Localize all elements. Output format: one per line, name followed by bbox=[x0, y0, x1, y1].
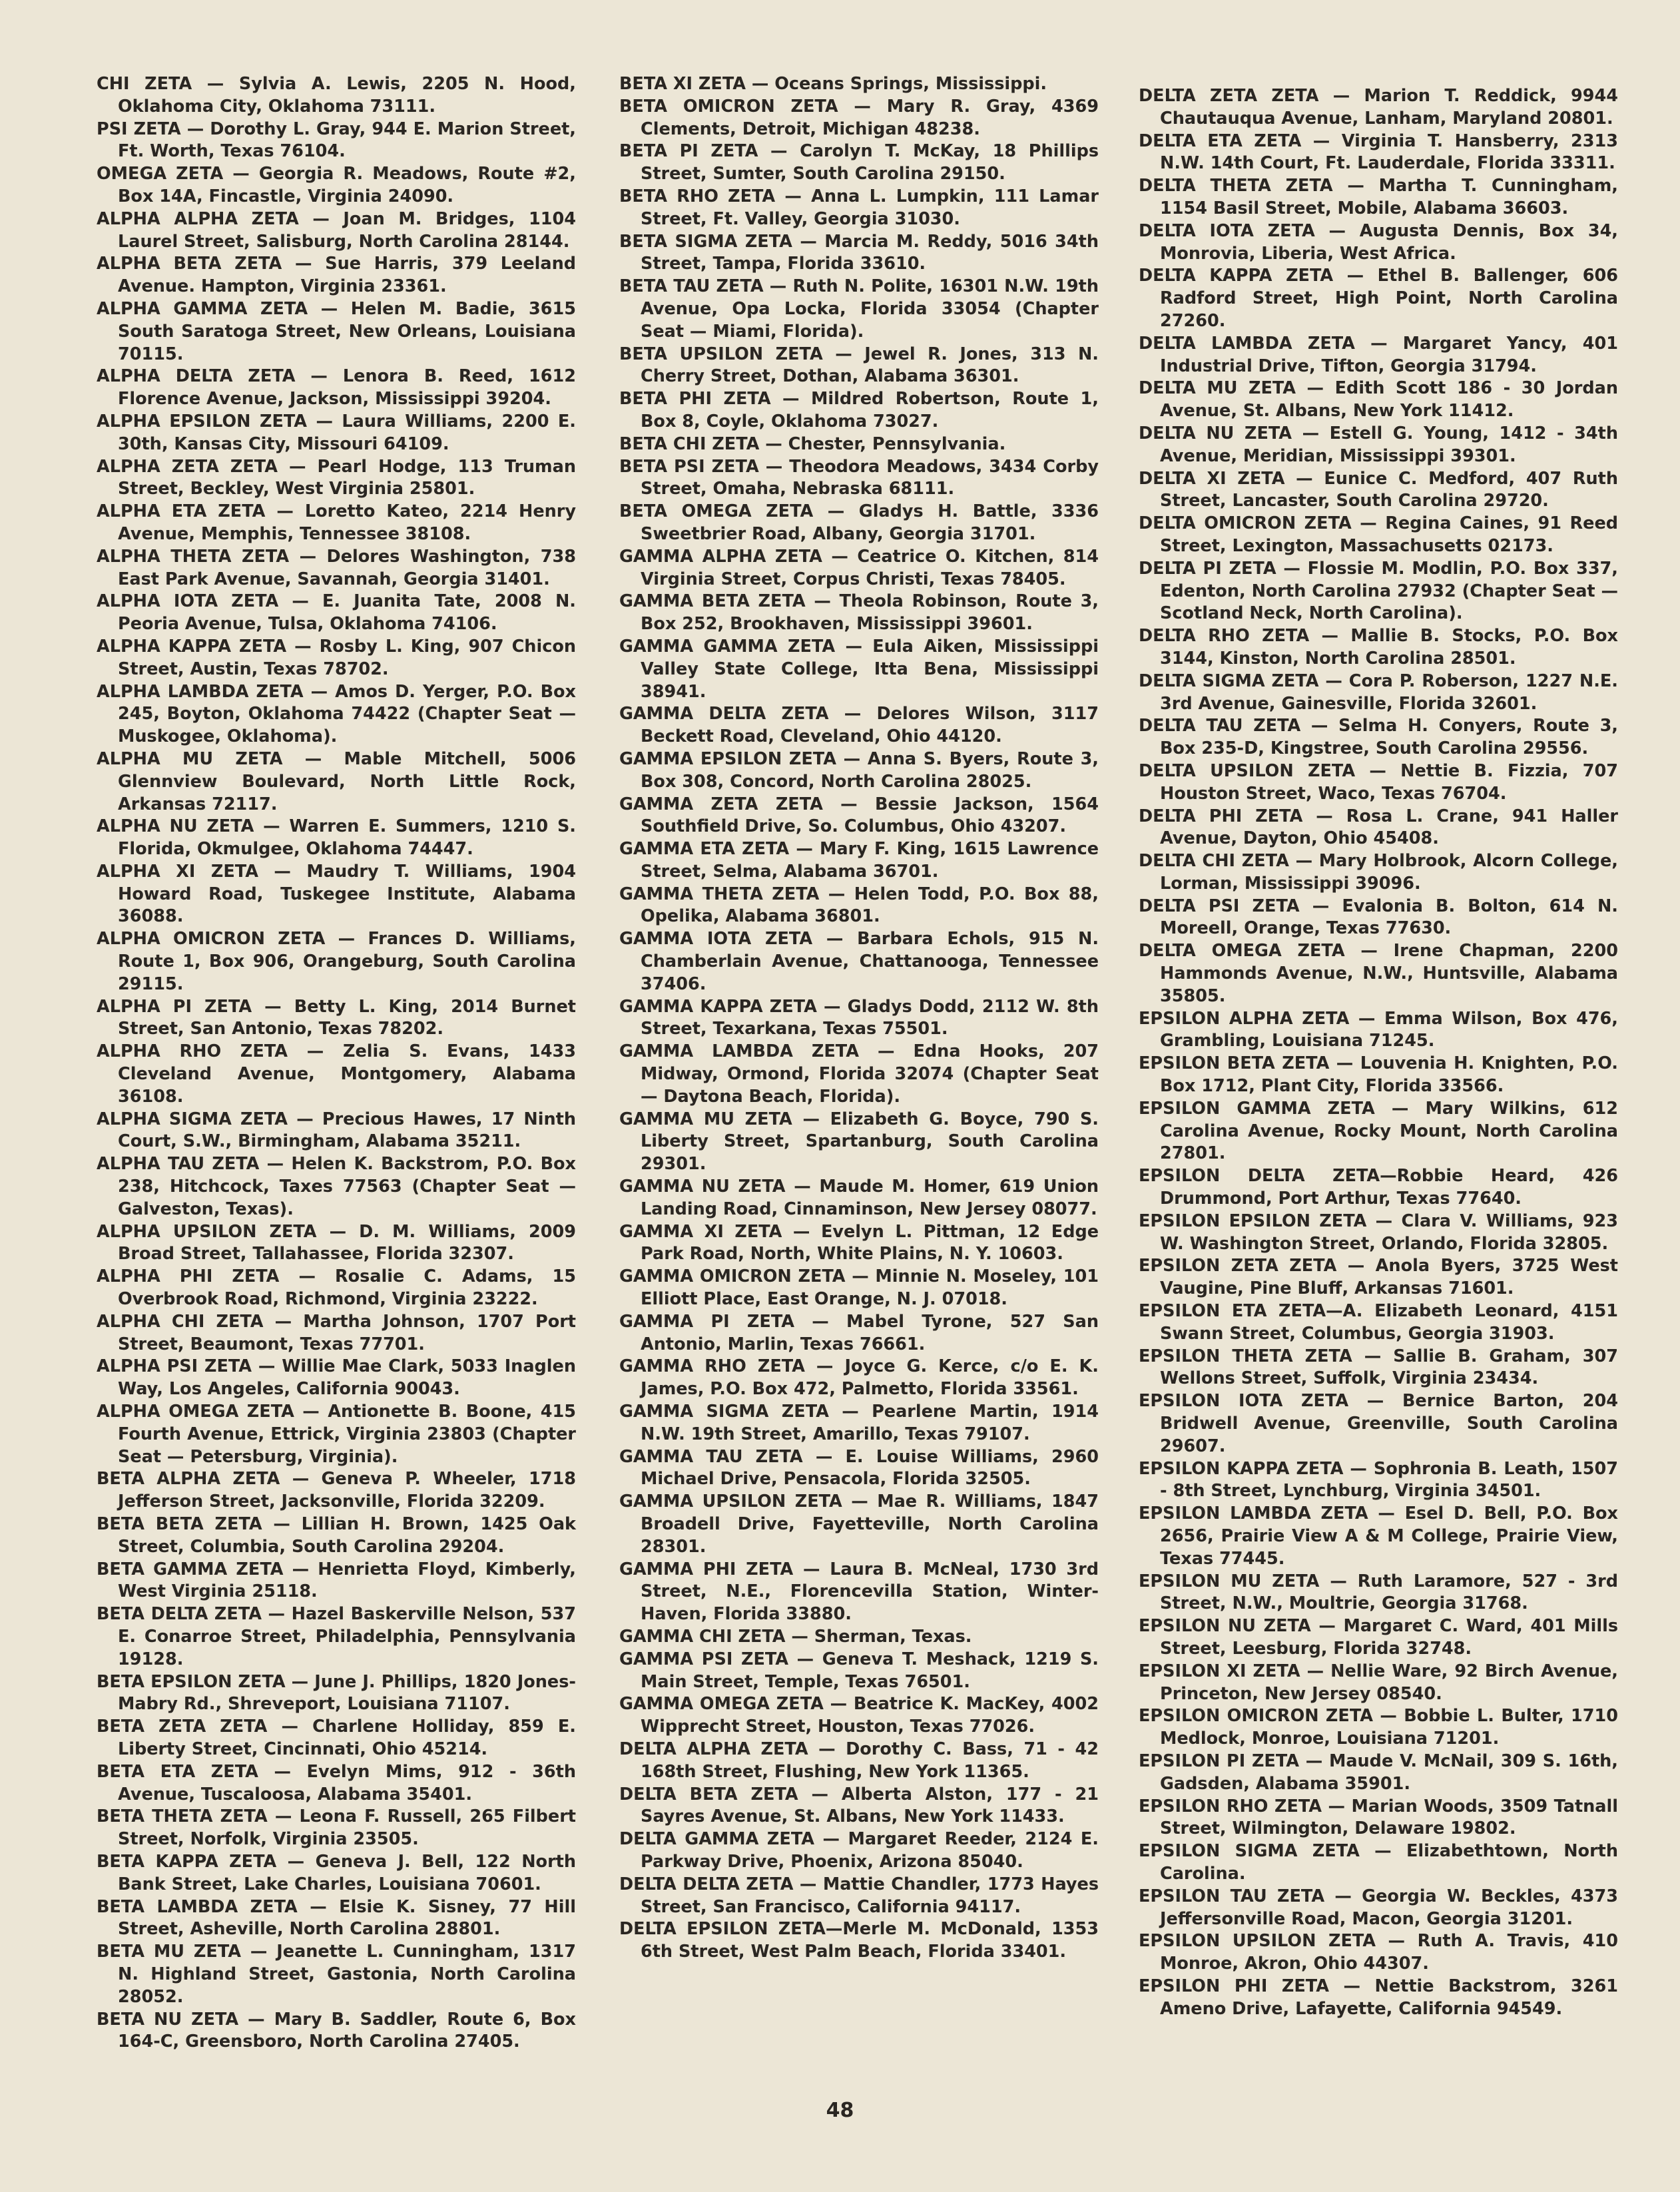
chapter-entry: ALPHA ZETA ZETA — Pearl Hodge, 113 Truman Street, Beckley, West Virginia 25801. bbox=[97, 456, 576, 499]
chapter-entry: BETA ZETA ZETA — Charlene Holliday, 859 E. Liberty Street, Cincinnati, Ohio 45214. bbox=[97, 1717, 576, 1759]
chapter-entry: BETA GAMMA ZETA — Henrietta Floyd, Kimberly, West Virginia 25118. bbox=[97, 1559, 576, 1602]
chapter-entry: DELTA PI ZETA — Flossie M. Modlin, P.O. Box 337, Edenton, North Carolina 27932 (Chapter Seat — Scotland Neck, North Carolina). bbox=[1139, 558, 1618, 624]
chapter-entry: DELTA OMEGA ZETA — Irene Chapman, 2200 Hammonds Avenue, N.W., Huntsville, Alabama 35805. bbox=[1139, 941, 1618, 1006]
chapter-entry: ALPHA ALPHA ZETA — Joan M. Bridges, 1104 Laurel Street, Salisburg, North Carolina 28144. bbox=[97, 208, 576, 252]
chapter-entry: EPSILON ALPHA ZETA — Emma Wilson, Box 476, Grambling, Louisiana 71245. bbox=[1139, 1008, 1618, 1051]
chapter-entry: DELTA THETA ZETA — Martha T. Cunningham, 1154 Basil Street, Mobile, Alabama 36603. bbox=[1139, 176, 1618, 218]
chapter-entry: ALPHA DELTA ZETA — Lenora B. Reed, 1612 Florence Avenue, Jackson, Mississippi 39204. bbox=[97, 366, 576, 410]
chapter-entry: BETA DELTA ZETA — Hazel Baskerville Nelson, 537 E. Conarroe Street, Philadelphia, Pennsylvania 19128. bbox=[97, 1604, 576, 1669]
chapter-entry: CHI ZETA — Sylvia A. Lewis, 2205 N. Hood, Oklahoma City, Oklahoma 73111. bbox=[97, 74, 576, 117]
chapter-entry: EPSILON ZETA ZETA — Anola Byers, 3725 West Vaugine, Pine Bluff, Arkansas 71601. bbox=[1139, 1256, 1618, 1299]
chapter-entry: PSI ZETA — Dorothy L. Gray, 944 E. Marion Street, Ft. Worth, Texas 76104. bbox=[97, 119, 576, 162]
chapter-entry: BETA TAU ZETA — Ruth N. Polite, 16301 N.W. 19th Avenue, Opa Locka, Florida 33054 (Chapter Seat — Miami, Florida). bbox=[619, 276, 1099, 342]
chapter-entry: BETA CHI ZETA — Chester, Pennsylvania. bbox=[619, 433, 1006, 454]
chapter-entry: GAMMA RHO ZETA — Joyce G. Kerce, c/o E. K. James, P.O. Box 472, Palmetto, Florida 33561. bbox=[619, 1356, 1099, 1400]
chapter-entry: DELTA PSI ZETA — Evalonia B. Bolton, 614 N. Moreell, Orange, Texas 77630. bbox=[1139, 896, 1618, 939]
chapter-entry: GAMMA KAPPA ZETA — Gladys Dodd, 2112 W. 8th Street, Texarkana, Texas 75501. bbox=[619, 996, 1099, 1039]
chapter-entry: GAMMA UPSILON ZETA — Mae R. Williams, 1847 Broadell Drive, Fayetteville, North Carolina 28301. bbox=[619, 1492, 1099, 1557]
chapter-entry: DELTA LAMBDA ZETA — Margaret Yancy, 401 Industrial Drive, Tifton, Georgia 31794. bbox=[1139, 333, 1618, 376]
column-right bbox=[1139, 85, 1618, 2021]
chapter-entry: DELTA XI ZETA — Eunice C. Medford, 407 Ruth Street, Lancaster, South Carolina 29720. bbox=[1139, 468, 1618, 511]
chapter-entry: BETA RHO ZETA — Anna L. Lumpkin, 111 Lamar Street, Ft. Valley, Georgia 31030. bbox=[619, 186, 1099, 229]
chapter-entry: GAMMA ETA ZETA — Mary F. King, 1615 Lawrence Street, Selma, Alabama 36701. bbox=[619, 839, 1099, 882]
chapter-entry: BETA KAPPA ZETA — Geneva J. Bell, 122 North Bank Street, Lake Charles, Louisiana 70601. bbox=[97, 1851, 576, 1894]
chapter-entry: ALPHA GAMMA ZETA — Helen M. Badie, 3615 South Saratoga Street, New Orleans, Louisiana 70115. bbox=[97, 298, 576, 364]
chapter-entry: GAMMA CHI ZETA — Sherman, Texas. bbox=[619, 1626, 972, 1647]
chapter-entry: EPSILON BETA ZETA — Louvenia H. Knighten, P.O. Box 1712, Plant City, Florida 33566. bbox=[1139, 1053, 1618, 1097]
chapter-entry: EPSILON PHI ZETA — Nettie Backstrom, 3261 Ameno Drive, Lafayette, California 94549. bbox=[1139, 1976, 1618, 2019]
column-left bbox=[97, 73, 576, 2054]
chapter-entry: GAMMA MU ZETA — Elizabeth G. Boyce, 790 S. Liberty Street, Spartanburg, South Carolina 29301. bbox=[619, 1109, 1099, 1175]
chapter-entry: ALPHA THETA ZETA — Delores Washington, 738 East Park Avenue, Savannah, Georgia 31401. bbox=[97, 546, 576, 589]
chapter-entry: ALPHA CHI ZETA — Martha Johnson, 1707 Port Street, Beaumont, Texas 77701. bbox=[97, 1311, 576, 1354]
chapter-entry: GAMMA BETA ZETA — Theola Robinson, Route 3, Box 252, Brookhaven, Mississippi 39601. bbox=[619, 591, 1099, 635]
chapter-entry: DELTA TAU ZETA — Selma H. Conyers, Route 3, Box 235-D, Kingstree, South Carolina 29556. bbox=[1139, 716, 1618, 759]
chapter-entry: EPSILON MU ZETA — Ruth Laramore, 527 - 3rd Street, N.W., Moultrie, Georgia 31768. bbox=[1139, 1571, 1618, 1614]
chapter-entry: ALPHA LAMBDA ZETA — Amos D. Yerger, P.O. Box 245, Boyton, Oklahoma 74422 (Chapter Seat — Muskogee, Oklahoma). bbox=[97, 681, 576, 747]
chapter-entry: BETA NU ZETA — Mary B. Saddler, Route 6, Box 164-C, Greensboro, North Carolina 27405. bbox=[97, 2009, 576, 2052]
chapter-entry: GAMMA THETA ZETA — Helen Todd, P.O. Box 88, Opelika, Alabama 36801. bbox=[619, 884, 1099, 927]
chapter-entry: BETA SIGMA ZETA — Marcia M. Reddy, 5016 34th Street, Tampa, Florida 33610. bbox=[619, 231, 1099, 274]
chapter-entry: DELTA ETA ZETA — Virginia T. Hansberry, 2313 N.W. 14th Court, Ft. Lauderdale, Florida 33311. bbox=[1139, 131, 1618, 174]
chapter-entry: ALPHA UPSILON ZETA — D. M. Williams, 2009 Broad Street, Tallahassee, Florida 32307. bbox=[97, 1221, 576, 1264]
chapter-entry: EPSILON DELTA ZETA—Robbie Heard, 426 Drummond, Port Arthur, Texas 77640. bbox=[1139, 1166, 1618, 1209]
chapter-entry: EPSILON OMICRON ZETA — Bobbie L. Bulter, 1710 Medlock, Monroe, Louisiana 71201. bbox=[1139, 1706, 1618, 1749]
chapter-entry: DELTA EPSILON ZETA—Merle M. McDonald, 1353 6th Street, West Palm Beach, Florida 33401. bbox=[619, 1919, 1099, 1962]
chapter-entry: BETA ETA ZETA — Evelyn Mims, 912 - 36th Avenue, Tuscaloosa, Alabama 35401. bbox=[97, 1761, 576, 1804]
chapter-entry: DELTA MU ZETA — Edith Scott 186 - 30 Jordan Avenue, St. Albans, New York 11412. bbox=[1139, 378, 1618, 421]
chapter-entry: ALPHA EPSILON ZETA — Laura Williams, 2200 E. 30th, Kansas City, Missouri 64109. bbox=[97, 411, 576, 454]
chapter-entry: GAMMA IOTA ZETA — Barbara Echols, 915 N. Chamberlain Avenue, Chattanooga, Tennessee 37406. bbox=[619, 929, 1099, 994]
chapter-entry: GAMMA ZETA ZETA — Bessie Jackson, 1564 Southfield Drive, So. Columbus, Ohio 43207. bbox=[619, 794, 1099, 837]
chapter-entry: DELTA BETA ZETA — Alberta Alston, 177 - 21 Sayres Avenue, St. Albans, New York 11433. bbox=[619, 1784, 1099, 1827]
chapter-entry: GAMMA PSI ZETA — Geneva T. Meshack, 1219 S. Main Street, Temple, Texas 76501. bbox=[619, 1649, 1099, 1692]
chapter-entry: EPSILON SIGMA ZETA — Elizabethtown, North Carolina. bbox=[1139, 1841, 1618, 1884]
chapter-entry: BETA OMICRON ZETA — Mary R. Gray, 4369 Clements, Detroit, Michigan 48238. bbox=[619, 96, 1099, 139]
chapter-entry: BETA BETA ZETA — Lillian H. Brown, 1425 Oak Street, Columbia, South Carolina 29204. bbox=[97, 1514, 576, 1557]
chapter-entry: BETA PSI ZETA — Theodora Meadows, 3434 Corby Street, Omaha, Nebraska 68111. bbox=[619, 456, 1099, 499]
chapter-entry: DELTA PHI ZETA — Rosa L. Crane, 941 Haller Avenue, Dayton, Ohio 45408. bbox=[1139, 806, 1618, 849]
chapter-entry: GAMMA PI ZETA — Mabel Tyrone, 527 San Antonio, Marlin, Texas 76661. bbox=[619, 1311, 1099, 1354]
chapter-entry: EPSILON IOTA ZETA — Bernice Barton, 204 Bridwell Avenue, Greenville, South Carolina 29607. bbox=[1139, 1391, 1618, 1456]
chapter-entry: EPSILON THETA ZETA — Sallie B. Graham, 307 Wellons Street, Suffolk, Virginia 23434. bbox=[1139, 1346, 1618, 1389]
chapter-entry: ALPHA ETA ZETA — Loretto Kateo, 2214 Henry Avenue, Memphis, Tennessee 38108. bbox=[97, 501, 576, 544]
chapter-entry: ALPHA BETA ZETA — Sue Harris, 379 Leeland Avenue. Hampton, Virginia 23361. bbox=[97, 254, 576, 297]
chapter-entry: GAMMA ALPHA ZETA — Ceatrice O. Kitchen, 814 Virginia Street, Corpus Christi, Texas 78405. bbox=[619, 546, 1099, 589]
chapter-entry: GAMMA GAMMA ZETA — Eula Aiken, Mississippi Valley State College, Itta Bena, Mississippi 38941. bbox=[619, 636, 1099, 702]
chapter-entry: ALPHA PHI ZETA — Rosalie C. Adams, 15 Overbrook Road, Richmond, Virginia 23222. bbox=[97, 1266, 576, 1310]
chapter-entry: EPSILON TAU ZETA — Georgia W. Beckles, 4373 Jeffersonville Road, Macon, Georgia 31201. bbox=[1139, 1886, 1618, 1929]
chapter-entry: EPSILON LAMBDA ZETA — Esel D. Bell, P.O. Box 2656, Prairie View A & M College, Prairie View, Texas 77445. bbox=[1139, 1504, 1618, 1569]
chapter-entry: EPSILON NU ZETA — Margaret C. Ward, 401 Mills Street, Leesburg, Florida 32748. bbox=[1139, 1616, 1618, 1659]
chapter-entry: ALPHA XI ZETA — Maudry T. Williams, 1904 Howard Road, Tuskegee Institute, Alabama 36088. bbox=[97, 861, 576, 927]
chapter-entry: OMEGA ZETA — Georgia R. Meadows, Route #2, Box 14A, Fincastle, Virginia 24090. bbox=[97, 164, 576, 206]
chapter-entry: DELTA RHO ZETA — Mallie B. Stocks, P.O. Box 3144, Kinston, North Carolina 28501. bbox=[1139, 626, 1618, 669]
chapter-entry: BETA EPSILON ZETA — June J. Phillips, 1820 Jones-Mabry Rd., Shreveport, Louisiana 71107. bbox=[97, 1671, 576, 1715]
chapter-entry: DELTA GAMMA ZETA — Margaret Reeder, 2124 E. Parkway Drive, Phoenix, Arizona 85040. bbox=[619, 1829, 1099, 1872]
chapter-entry: ALPHA OMICRON ZETA — Frances D. Williams, Route 1, Box 906, Orangeburg, South Carolina 29115. bbox=[97, 929, 576, 994]
chapter-entry: DELTA IOTA ZETA — Augusta Dennis, Box 34, Monrovia, Liberia, West Africa. bbox=[1139, 220, 1618, 264]
chapter-entry: ALPHA PI ZETA — Betty L. King, 2014 Burnet Street, San Antonio, Texas 78202. bbox=[97, 996, 576, 1039]
chapter-entry: EPSILON XI ZETA — Nellie Ware, 92 Birch Avenue, Princeton, New Jersey 08540. bbox=[1139, 1661, 1618, 1704]
chapter-entry: EPSILON ETA ZETA—A. Elizabeth Leonard, 4151 Swann Street, Columbus, Georgia 31903. bbox=[1139, 1301, 1618, 1344]
chapter-entry: GAMMA LAMBDA ZETA — Edna Hooks, 207 Midway, Ormond, Florida 32074 (Chapter Seat — Daytona Beach, Florida). bbox=[619, 1041, 1099, 1107]
chapter-entry: DELTA KAPPA ZETA — Ethel B. Ballenger, 606 Radford Street, High Point, North Carolina 27260. bbox=[1139, 266, 1618, 331]
chapter-entry: GAMMA OMICRON ZETA — Minnie N. Moseley, 101 Elliott Place, East Orange, N. J. 07018. bbox=[619, 1266, 1099, 1310]
chapter-entry: GAMMA EPSILON ZETA — Anna S. Byers, Route 3, Box 308, Concord, North Carolina 28025. bbox=[619, 748, 1099, 792]
chapter-entry: DELTA ALPHA ZETA — Dorothy C. Bass, 71 - 42 168th Street, Flushing, New York 11365. bbox=[619, 1739, 1099, 1782]
chapter-entry: BETA MU ZETA — Jeanette L. Cunningham, 1317 N. Highland Street, Gastonia, North Carolina 28052. bbox=[97, 1942, 576, 2007]
chapter-entry: ALPHA OMEGA ZETA — Antionette B. Boone, 415 Fourth Avenue, Ettrick, Virginia 23803 (Chapter Seat — Petersburg, Virginia). bbox=[97, 1402, 576, 1467]
chapter-entry: DELTA DELTA ZETA — Mattie Chandler, 1773 Hayes Street, San Francisco, California 94117. bbox=[619, 1874, 1099, 1917]
chapter-entry: ALPHA SIGMA ZETA — Precious Hawes, 17 Ninth Court, S.W., Birmingham, Alabama 35211. bbox=[97, 1109, 576, 1152]
chapter-entry: EPSILON UPSILON ZETA — Ruth A. Travis, 410 Monroe, Akron, Ohio 44307. bbox=[1139, 1931, 1618, 1974]
chapter-entry: GAMMA TAU ZETA — E. Louise Williams, 2960 Michael Drive, Pensacola, Florida 32505. bbox=[619, 1446, 1099, 1490]
chapter-entry: ALPHA NU ZETA — Warren E. Summers, 1210 S. Florida, Okmulgee, Oklahoma 74447. bbox=[97, 816, 576, 860]
chapter-entry: ALPHA MU ZETA — Mable Mitchell, 5006 Glennview Boulevard, North Little Rock, Arkansas 72117. bbox=[97, 748, 576, 814]
chapter-entry: EPSILON PI ZETA — Maude V. McNail, 309 S. 16th, Gadsden, Alabama 35901. bbox=[1139, 1751, 1618, 1794]
chapter-entry: GAMMA NU ZETA — Maude M. Homer, 619 Union Landing Road, Cinnaminson, New Jersey 08077. bbox=[619, 1177, 1099, 1219]
chapter-entry: BETA ALPHA ZETA — Geneva P. Wheeler, 1718 Jefferson Street, Jacksonville, Florida 32209. bbox=[97, 1469, 576, 1512]
chapter-entry: ALPHA RHO ZETA — Zelia S. Evans, 1433 Cleveland Avenue, Montgomery, Alabama 36108. bbox=[97, 1041, 576, 1107]
chapter-entry: BETA PHI ZETA — Mildred Robertson, Route 1, Box 8, Coyle, Oklahoma 73027. bbox=[619, 389, 1099, 431]
chapter-entry: GAMMA OMEGA ZETA — Beatrice K. MacKey, 4002 Wipprecht Street, Houston, Texas 77026. bbox=[619, 1694, 1099, 1737]
chapter-entry: BETA LAMBDA ZETA — Elsie K. Sisney, 77 Hill Street, Asheville, North Carolina 28801. bbox=[97, 1896, 576, 1940]
page-number: 48 bbox=[826, 2099, 854, 2122]
chapter-entry: DELTA NU ZETA — Estell G. Young, 1412 - 34th Avenue, Meridian, Mississippi 39301. bbox=[1139, 423, 1618, 466]
chapter-entry: BETA PI ZETA — Carolyn T. McKay, 18 Phillips Street, Sumter, South Carolina 29150. bbox=[619, 141, 1099, 184]
chapter-entry: DELTA SIGMA ZETA — Cora P. Roberson, 1227 N.E. 3rd Avenue, Gainesville, Florida 32601. bbox=[1139, 671, 1618, 714]
chapter-entry: GAMMA DELTA ZETA — Delores Wilson, 3117 Beckett Road, Cleveland, Ohio 44120. bbox=[619, 704, 1099, 747]
chapter-entry: EPSILON EPSILON ZETA — Clara V. Williams, 923 W. Washington Street, Orlando, Florida 32805. bbox=[1139, 1211, 1618, 1254]
chapter-entry: ALPHA KAPPA ZETA — Rosby L. King, 907 Chicon Street, Austin, Texas 78702. bbox=[97, 636, 576, 679]
column-middle bbox=[619, 73, 1099, 1964]
chapter-entry: DELTA ZETA ZETA — Marion T. Reddick, 9944 Chautauqua Avenue, Lanham, Maryland 20801. bbox=[1139, 86, 1618, 129]
chapter-entry: EPSILON GAMMA ZETA — Mary Wilkins, 612 Carolina Avenue, Rocky Mount, North Carolina 27801. bbox=[1139, 1098, 1618, 1164]
chapter-entry: BETA UPSILON ZETA — Jewel R. Jones, 313 N. Cherry Street, Dothan, Alabama 36301. bbox=[619, 344, 1099, 387]
chapter-entry: GAMMA PHI ZETA — Laura B. McNeal, 1730 3rd Street, N.E., Florencevilla Station, Winter-Haven, Florida 33880. bbox=[619, 1559, 1099, 1625]
chapter-entry: EPSILON KAPPA ZETA — Sophronia B. Leath, 1507 - 8th Street, Lynchburg, Virginia 34501. bbox=[1139, 1458, 1618, 1502]
chapter-entry: BETA XI ZETA — Oceans Springs, Mississippi. bbox=[619, 74, 1047, 94]
chapter-entry: DELTA UPSILON ZETA — Nettie B. Fizzia, 707 Houston Street, Waco, Texas 76704. bbox=[1139, 760, 1618, 804]
chapter-entry: ALPHA TAU ZETA — Helen K. Backstrom, P.O. Box 238, Hitchcock, Taxes 77563 (Chapter Seat — Galveston, Texas). bbox=[97, 1154, 576, 1219]
chapter-entry: GAMMA SIGMA ZETA — Pearlene Martin, 1914 N.W. 19th Street, Amarillo, Texas 79107. bbox=[619, 1402, 1099, 1444]
chapter-entry: GAMMA XI ZETA — Evelyn L. Pittman, 12 Edge Park Road, North, White Plains, N. Y. 10603. bbox=[619, 1221, 1099, 1264]
chapter-entry: DELTA CHI ZETA — Mary Holbrook, Alcorn College, Lorman, Mississippi 39096. bbox=[1139, 851, 1618, 894]
chapter-entry: ALPHA IOTA ZETA — E. Juanita Tate, 2008 N. Peoria Avenue, Tulsa, Oklahoma 74106. bbox=[97, 591, 576, 635]
chapter-entry: EPSILON RHO ZETA — Marian Woods, 3509 Tatnall Street, Wilmington, Delaware 19802. bbox=[1139, 1796, 1618, 1839]
chapter-entry: ALPHA PSI ZETA — Willie Mae Clark, 5033 Inaglen Way, Los Angeles, California 90043. bbox=[97, 1356, 576, 1400]
chapter-entry: BETA OMEGA ZETA — Gladys H. Battle, 3336 Sweetbrier Road, Albany, Georgia 31701. bbox=[619, 501, 1099, 544]
chapter-entry: DELTA OMICRON ZETA — Regina Caines, 91 Reed Street, Lexington, Massachusetts 02173. bbox=[1139, 513, 1618, 556]
chapter-entry: BETA THETA ZETA — Leona F. Russell, 265 Filbert Street, Norfolk, Virginia 23505. bbox=[97, 1806, 576, 1850]
